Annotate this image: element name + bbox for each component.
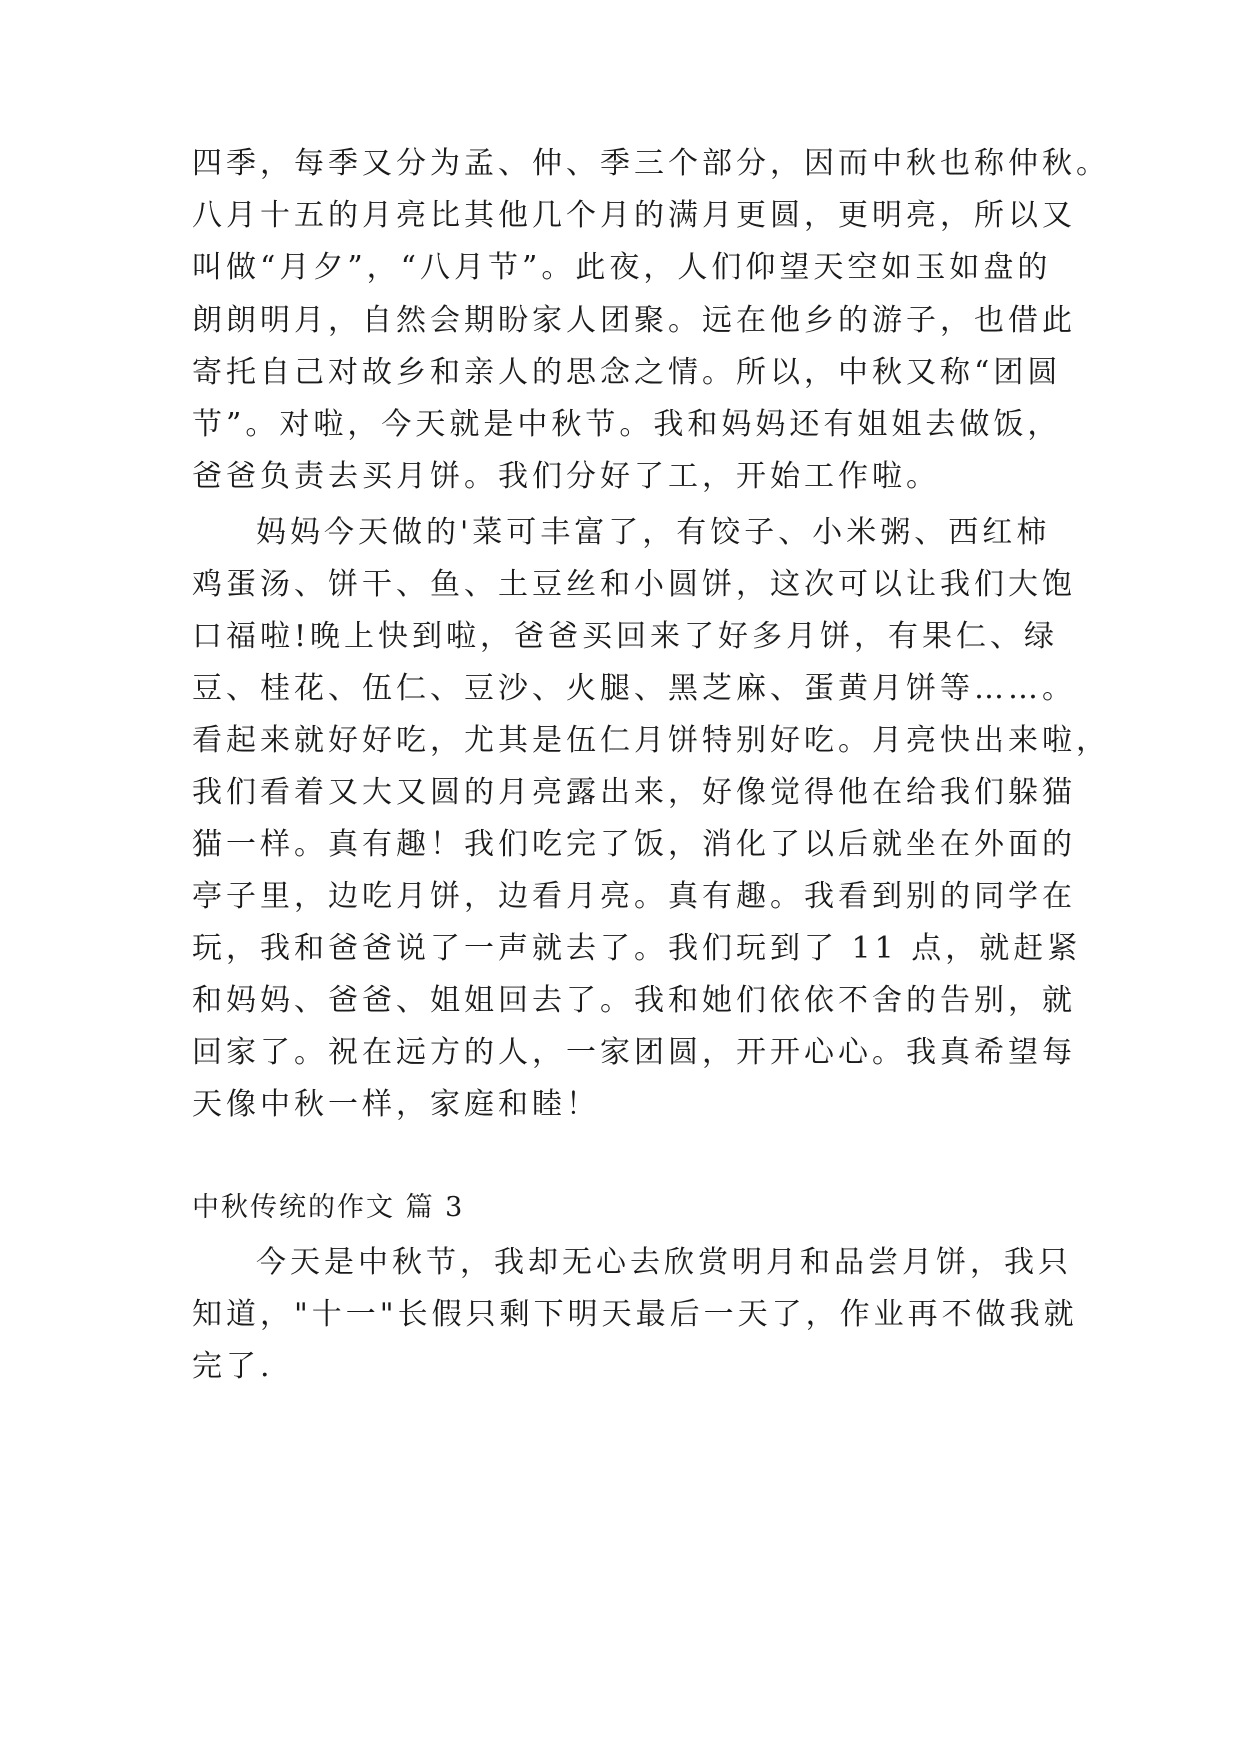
text-line: 猫一样。真有趣！我们吃完了饭，消化了以后就坐在外面的: [192, 827, 1076, 862]
text-line: 寄托自己对故乡和亲人的思念之情。所以，中秋又称“团圆: [192, 355, 1062, 390]
text-line: 爸爸负责去买月饼。我们分好了工，开始工作啦。: [192, 459, 940, 494]
text-line: 亭子里，边吃月饼，边看月亮。真有趣。我看到别的同学在: [192, 879, 1076, 914]
text-line: 叫做“月夕”，“八月节”。此夜，人们仰望天空如玉如盘的: [192, 250, 1052, 285]
section-heading: 中秋传统的作文 篇 3: [192, 1192, 465, 1223]
paragraph-first-line: 妈妈今天做的'菜可丰富了，有饺子、小米粥、西红柿: [256, 515, 1051, 550]
text-line: 八月十五的月亮比其他几个月的满月更圆，更明亮，所以又: [192, 198, 1076, 233]
text-line: 我们看着又大又圆的月亮露出来，好像觉得他在给我们躲猫: [192, 775, 1076, 810]
text-line: 豆、桂花、伍仁、豆沙、火腿、黑芝麻、蛋黄月饼等……。: [192, 671, 1076, 706]
text-line: 天像中秋一样，家庭和睦！: [192, 1087, 600, 1122]
text-line: 回家了。祝在远方的人，一家团圆，开开心心。我真希望每: [192, 1035, 1076, 1070]
paragraph-first-line: 今天是中秋节，我却无心去欣赏明月和品尝月饼，我只: [256, 1245, 1072, 1280]
text-line: 鸡蛋汤、饼干、鱼、土豆丝和小圆饼，这次可以让我们大饱: [192, 567, 1076, 602]
text-line: 和妈妈、爸爸、姐姐回去了。我和她们依依不舍的告别，就: [192, 983, 1076, 1018]
text-line: 节”。对啦，今天就是中秋节。我和妈妈还有姐姐去做饭，: [192, 407, 1062, 442]
text-line: 四季，每季又分为孟、仲、季三个部分，因而中秋也称仲秋。: [192, 146, 1110, 181]
text-line: 完了.: [192, 1349, 274, 1384]
text-line: 看起来就好好吃，尤其是伍仁月饼特别好吃。月亮快出来啦，: [192, 723, 1110, 758]
text-line: 玩，我和爸爸说了一声就去了。我们玩到了 11 点，就赶紧: [192, 931, 1082, 966]
text-line: 朗朗明月，自然会期盼家人团聚。远在他乡的游子，也借此: [192, 303, 1076, 338]
text-line: 知道，"十一"长假只剩下明天最后一天了，作业再不做我就: [192, 1297, 1078, 1332]
text-line: 口福啦!晚上快到啦，爸爸买回来了好多月饼，有果仁、绿: [192, 619, 1059, 654]
